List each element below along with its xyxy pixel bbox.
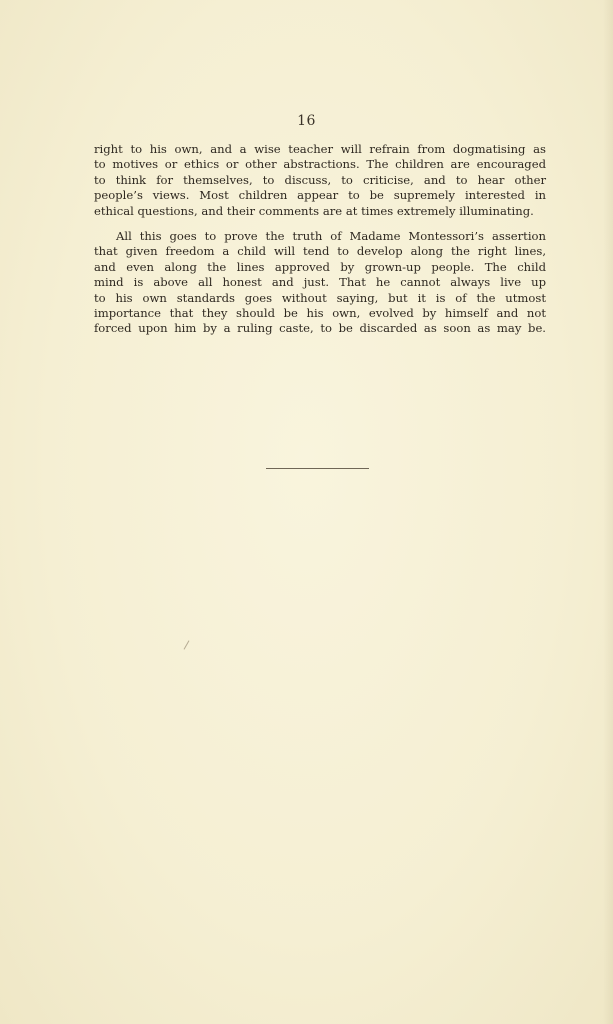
paragraph-2-line-2: that given freedom a child will tend to develop along the right lines, — [94, 244, 546, 259]
page-number: 16 — [297, 113, 316, 129]
paragraph-1-line-4: people’s views. Most children appear to be supremely interested in — [94, 188, 546, 203]
paragraph-2-line-3: and even along the lines approved by grown-up people. The child — [94, 259, 546, 274]
paragraph-1-line-2: to motives or ethics or other abstractions. The children are encouraged — [94, 157, 546, 172]
paragraph-2-line-4: mind is above all honest and just. That he cannot always live up — [94, 275, 546, 290]
paragraph-2-line-6: importance that they should be his own, evolved by himself and not — [94, 306, 546, 321]
paragraph-1 — [94, 142, 546, 219]
page-edge-shadow — [603, 0, 613, 1024]
paper-mark — [184, 640, 190, 649]
paragraph-2-line-7: forced upon him by a ruling caste, to be discarded as soon as may be. — [94, 321, 546, 336]
paragraph-2-line-1: All this goes to prove the truth of Madame Montessori’s assertion — [116, 229, 546, 244]
section-divider-rule — [266, 468, 369, 469]
paragraph-1-line-3: to think for themselves, to discuss, to criticise, and to hear other — [94, 172, 546, 187]
paragraph-1-line-5: ethical questions, and their comments are at times extremely illuminating. — [94, 203, 534, 218]
body-text — [94, 142, 546, 337]
paragraph-1-line-1: right to his own, and a wise teacher will refrain from dogmatising as — [94, 142, 546, 156]
paragraph-2-line-5: to his own standards goes without saying, but it is of the utmost — [94, 290, 546, 305]
paragraph-2 — [94, 229, 546, 337]
